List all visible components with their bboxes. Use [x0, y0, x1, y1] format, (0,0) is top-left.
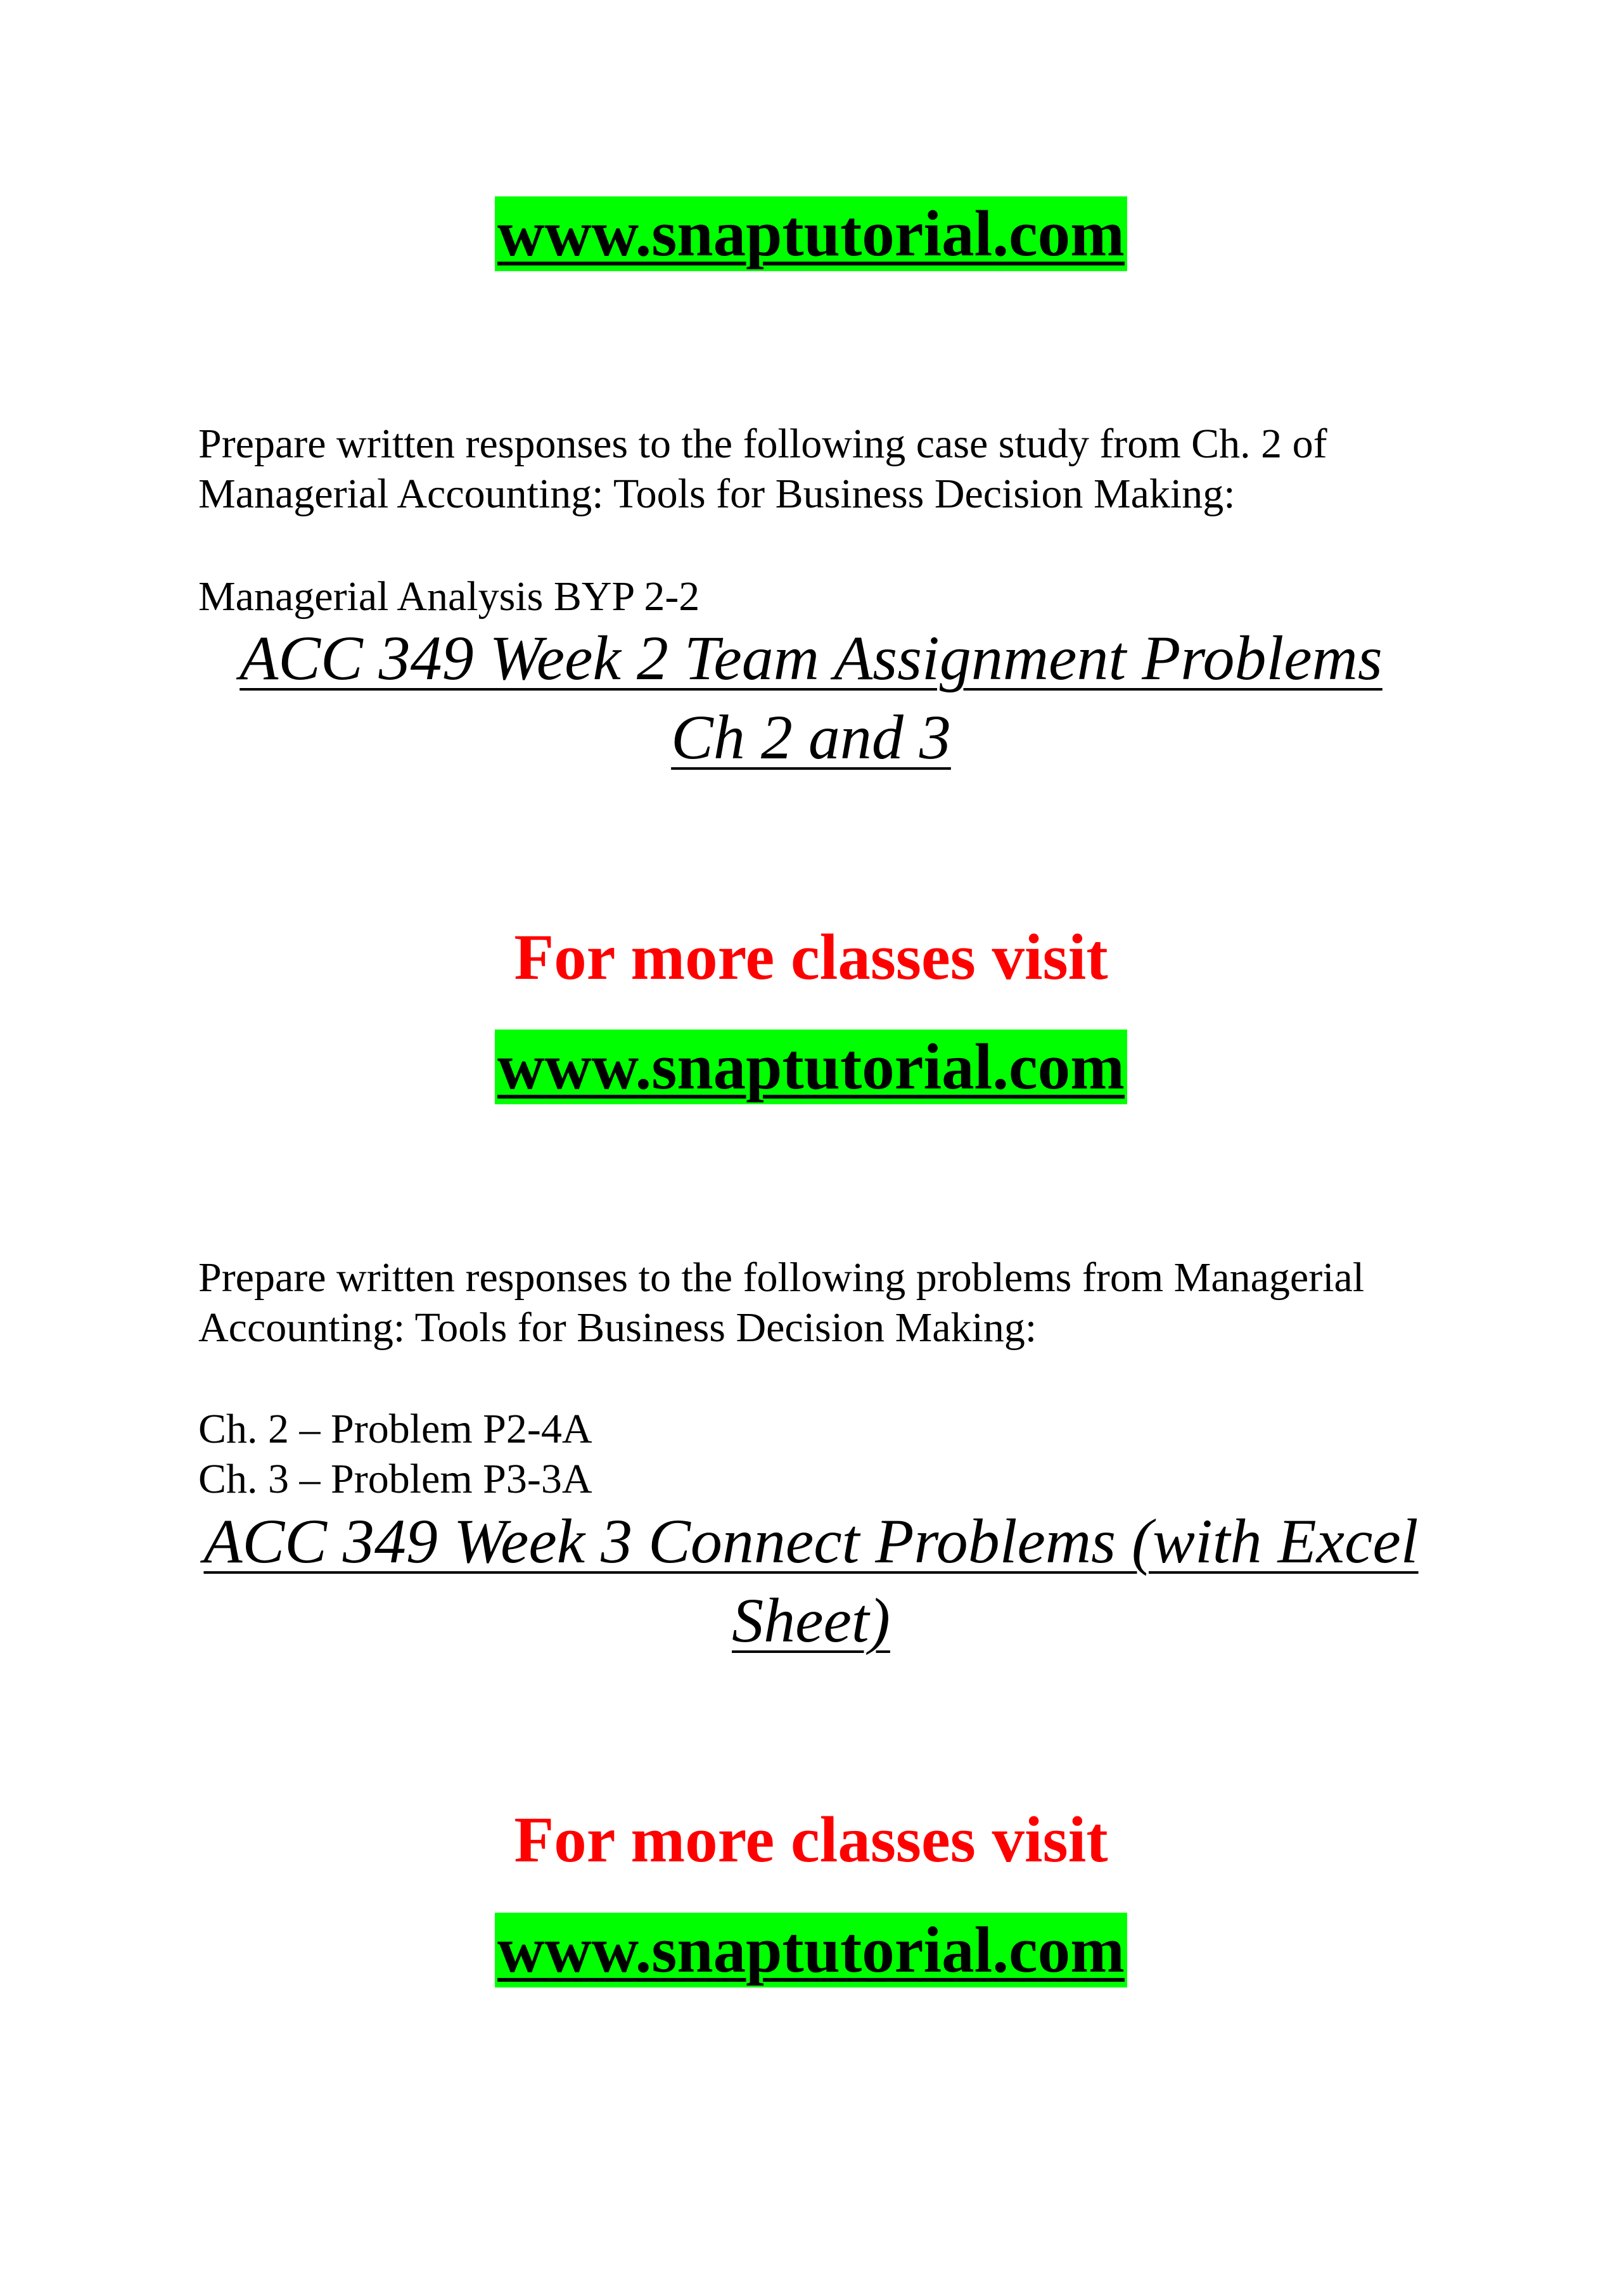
- heading-line[interactable]: Sheet): [732, 1585, 890, 1655]
- problems-intro: [198, 1253, 1466, 1353]
- problem-item: Ch. 2 – Problem P2-4A: [198, 1406, 592, 1452]
- heading-line[interactable]: ACC 349 Week 2 Team Assignment Problems: [239, 623, 1383, 693]
- intro-line: Prepare written responses to the following case study from Ch. 2 of: [198, 421, 1327, 467]
- intro-line: Prepare written responses to the following problems from Managerial: [198, 1254, 1365, 1301]
- problems-list: [198, 1404, 1466, 1504]
- heading-line[interactable]: ACC 349 Week 3 Connect Problems (with Excel: [203, 1506, 1419, 1576]
- snaptutorial-link-text[interactable]: www.snaptutorial.com: [495, 1030, 1127, 1104]
- heading-line[interactable]: Ch 2 and 3: [671, 702, 951, 772]
- more-classes-text: For more classes visit: [514, 921, 1108, 993]
- snaptutorial-link-text[interactable]: www.snaptutorial.com: [495, 196, 1127, 271]
- more-classes-text: For more classes visit: [514, 1804, 1108, 1876]
- snaptutorial-link-text[interactable]: www.snaptutorial.com: [495, 1913, 1127, 1987]
- snaptutorial-link-middle[interactable]: [0, 1030, 1622, 1104]
- intro-line: Managerial Accounting: Tools for Business Decision Making:: [198, 471, 1236, 517]
- week2-heading[interactable]: [0, 618, 1622, 777]
- case-study-intro: [198, 419, 1466, 519]
- intro-line: Accounting: Tools for Business Decision Making:: [198, 1304, 1037, 1351]
- snaptutorial-link-bottom[interactable]: [0, 1913, 1622, 1987]
- snaptutorial-link-top[interactable]: [0, 196, 1622, 271]
- week3-heading[interactable]: [0, 1502, 1622, 1660]
- problem-item: Ch. 3 – Problem P3-3A: [198, 1456, 592, 1502]
- item-line: Managerial Analysis BYP 2-2: [198, 573, 700, 620]
- case-study-item: [198, 571, 1466, 622]
